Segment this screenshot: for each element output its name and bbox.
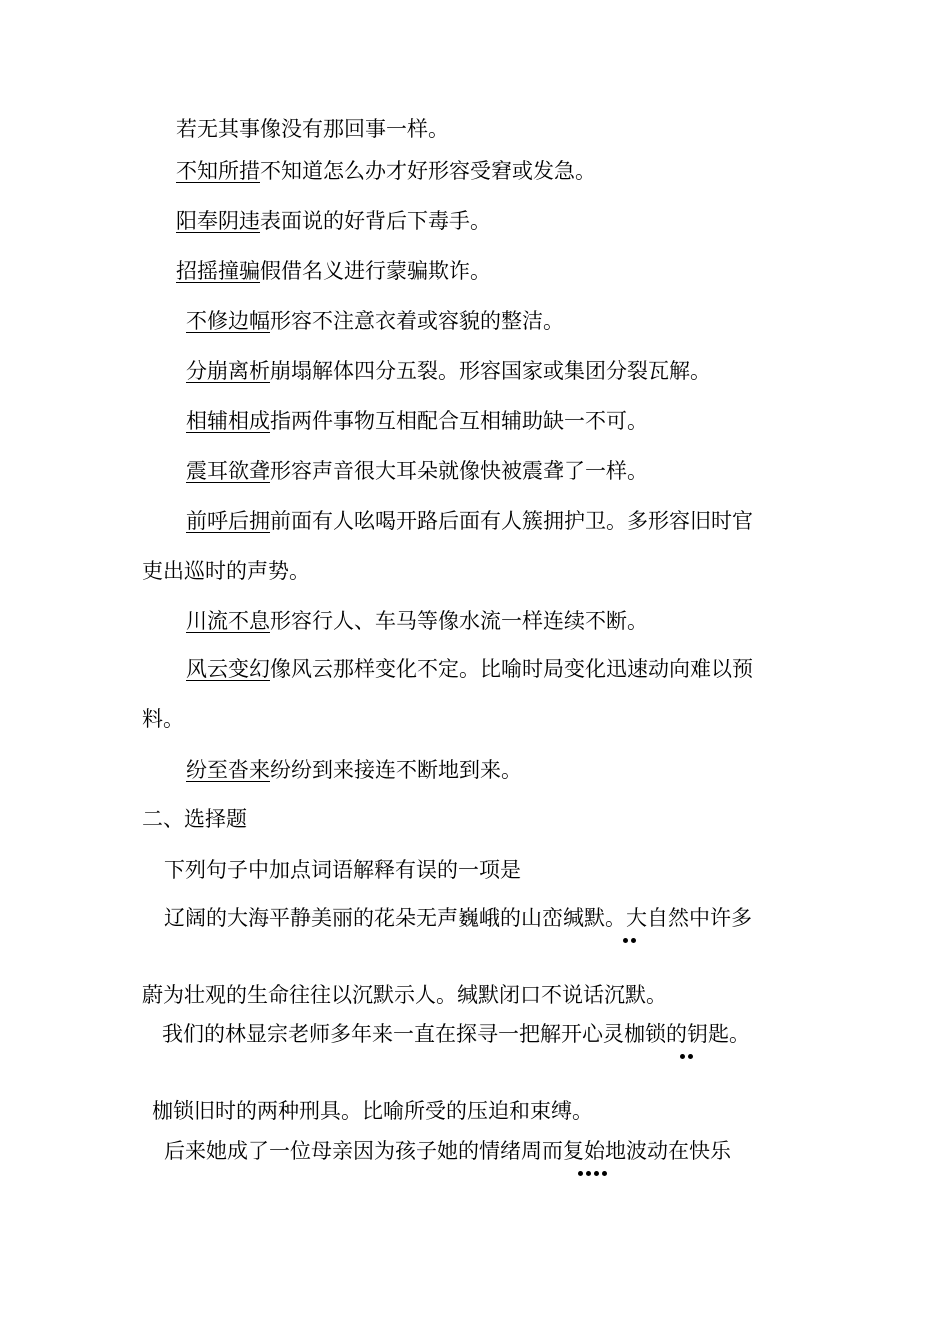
idiom-entry [186,508,753,534]
idiom-definition: 崩塌解体四分五裂。形容国家或集团分裂瓦解。 [270,359,711,383]
idiom-entry [186,358,711,384]
idiom-term: 阳奉阴违 [176,209,260,233]
idiom-term: 川流不息 [186,609,270,633]
idiom-entry [186,757,522,783]
idiom-term: 招摇撞骗 [176,259,260,283]
idiom-definition: 指两件事物互相配合互相辅助缺一不可。 [270,409,648,433]
emphasis-dots [623,938,636,944]
option-1-line-2: 蔚为壮观的生命往往以沉默示人。缄默闭口不说话沉默。 [142,983,667,1007]
idiom-entry [176,158,596,184]
idiom-entry [186,308,564,334]
idiom-entry [186,408,648,434]
emphasis-dots [578,1171,607,1177]
idiom-entry [176,258,491,284]
section-heading: 二、选择题 [142,807,247,831]
emphasis-dots [680,1054,693,1060]
option-3-line-1: 后来她成了一位母亲因为孩子她的情绪周而复始地波动在快乐 [164,1139,731,1163]
idiom-definition: 前面有人吆喝开路后面有人簇拥护卫。多形容旧时官 [270,509,753,533]
idiom-definition: 形容声音很大耳朵就像快被震聋了一样。 [270,459,648,483]
idiom-term: 不修边幅 [186,309,270,333]
idiom-definition: 形容不注意衣着或容貌的整洁。 [270,309,564,333]
entry-text: 若无其事像没有那回事一样。 [176,117,449,141]
idiom-term: 前呼后拥 [186,509,270,533]
idiom-term: 相辅相成 [186,409,270,433]
idiom-entry-intro [176,116,449,142]
idiom-definition: 纷纷到来接连不断地到来。 [270,758,522,782]
question-prompt: 下列句子中加点词语解释有误的一项是 [164,858,521,882]
option-2-line-1: 我们的林显宗老师多年来一直在探寻一把解开心灵枷锁的钥匙。 [162,1022,750,1046]
idiom-entry [186,656,753,682]
idiom-entry [186,458,648,484]
idiom-term: 纷至沓来 [186,758,270,782]
option-2-line-2: 枷锁旧时的两种刑具。比喻所受的压迫和束缚。 [152,1099,593,1123]
idiom-term: 震耳欲聋 [186,459,270,483]
idiom-definition: 像风云那样变化不定。比喻时局变化迅速动向难以预 [270,657,753,681]
option-1-line-1: 辽阔的大海平静美丽的花朵无声巍峨的山峦缄默。大自然中许多 [164,906,752,930]
idiom-definition: 不知道怎么办才好形容受窘或发急。 [260,159,596,183]
idiom-definition: 形容行人、车马等像水流一样连续不断。 [270,609,648,633]
idiom-definition-continuation: 料。 [142,707,184,731]
idiom-term: 不知所措 [176,159,260,183]
idiom-definition-continuation: 吏出巡时的声势。 [142,559,310,583]
idiom-entry [176,208,491,234]
idiom-term: 风云变幻 [186,657,270,681]
idiom-definition: 假借名义进行蒙骗欺诈。 [260,259,491,283]
idiom-entry [186,608,648,634]
idiom-term: 分崩离析 [186,359,270,383]
idiom-definition: 表面说的好背后下毒手。 [260,209,491,233]
